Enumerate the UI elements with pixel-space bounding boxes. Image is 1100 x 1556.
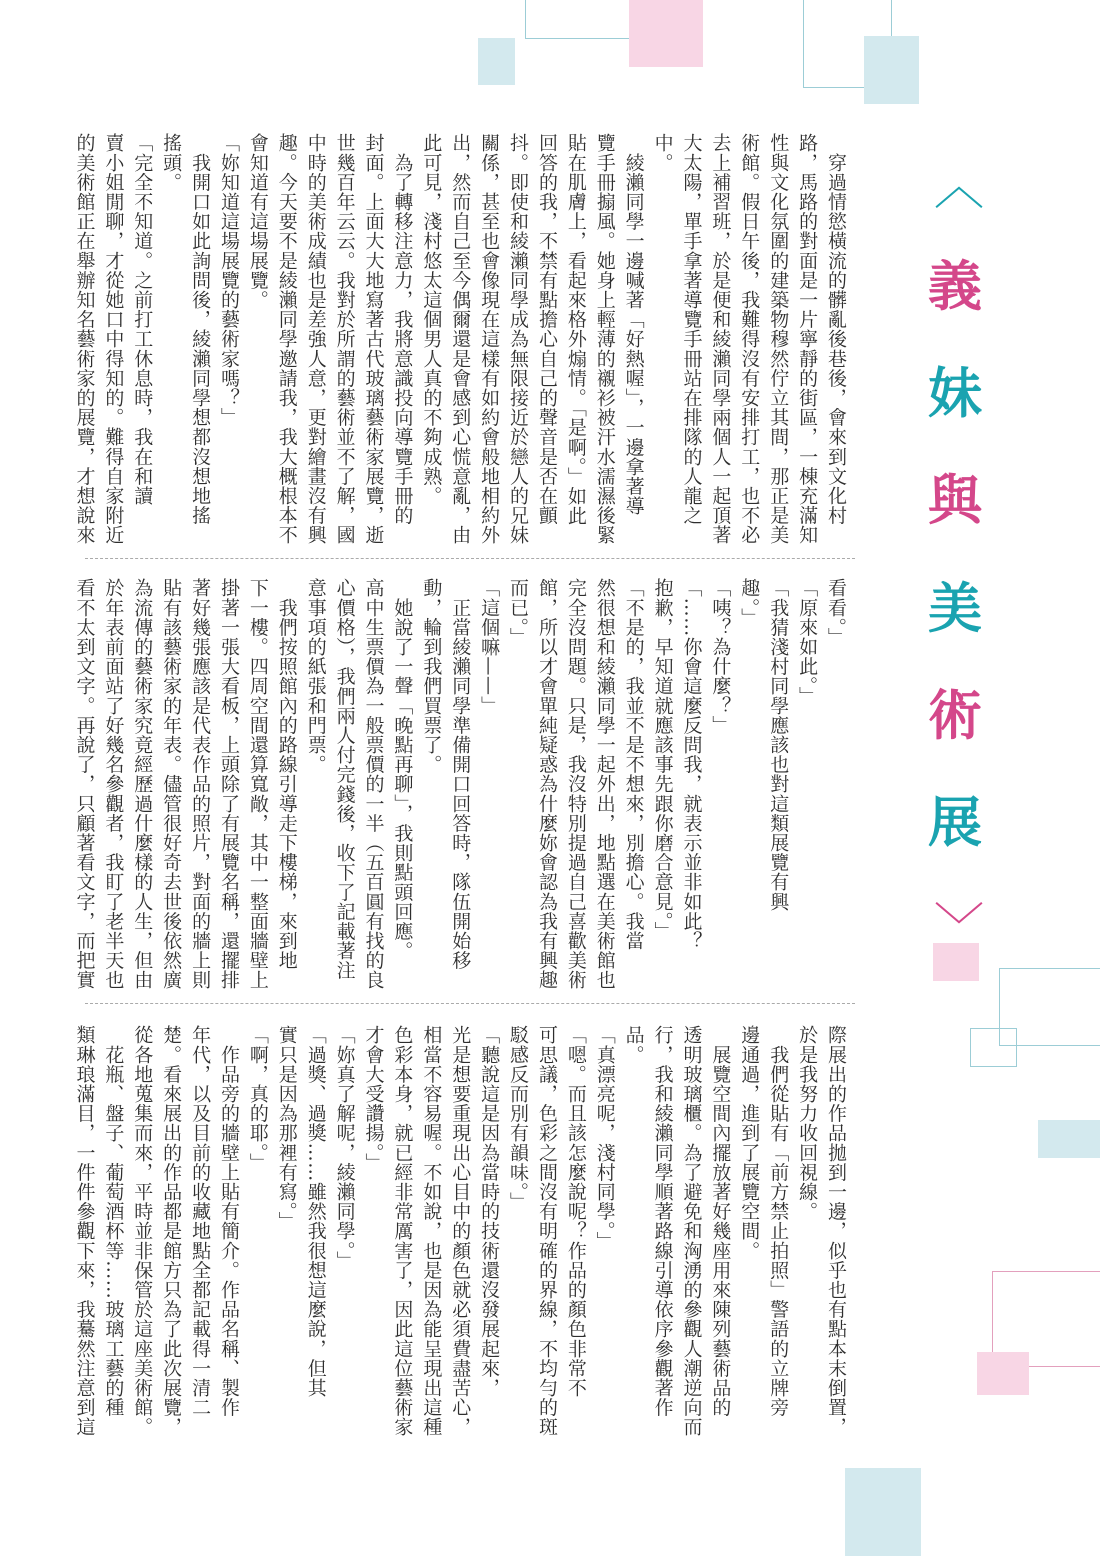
text-column: 覽手冊搧風。她身上輕薄的襯衫被汗水濡濕後緊 bbox=[593, 133, 616, 545]
text-column: 抖。即使和綾瀨同學成為無限接近於戀人的兄妹 bbox=[507, 133, 530, 545]
decorative-square bbox=[1038, 1120, 1100, 1158]
chapter-title bbox=[925, 160, 985, 950]
text-column: 賣小姐閒聊，才從她口中得知的。難得自家附近 bbox=[102, 133, 125, 545]
text-column: 「不是的，我並不是不想來，別擔心。我當 bbox=[622, 578, 645, 951]
decorative-square bbox=[629, 0, 703, 67]
text-column: 相當不容易喔。不如說，也是因為能呈現出這種 bbox=[420, 1025, 443, 1437]
text-column: 貼有該藝術家的年表。儘管很好奇去世後依然廣 bbox=[160, 578, 183, 990]
text-column: 「我猜淺村同學應該也對這類展覽有興 bbox=[767, 578, 790, 912]
text-column: 中時的美術成績也是差強人意，更對繪畫沒有興 bbox=[304, 133, 327, 545]
decorative-square bbox=[977, 1352, 1029, 1395]
text-column: 此可見，淺村悠太這個男人真的不夠成熟。 bbox=[420, 133, 443, 506]
text-column: 楚。看來展出的作品都是館方只為了此次展覽， bbox=[160, 1025, 183, 1437]
text-column: 作品旁的牆壁上貼有簡介。作品名稱、製作 bbox=[217, 1025, 240, 1417]
text-column: 「聽說這是因為當時的技術還沒發展起來， bbox=[478, 1025, 501, 1398]
text-column: 展覽空間內擺放著好幾座用來陳列藝術品的 bbox=[709, 1025, 732, 1417]
text-column: 路，馬路的對面是一片寧靜的街區，一棟充滿知 bbox=[796, 133, 819, 545]
dashed-divider bbox=[85, 558, 855, 559]
text-column: 大太陽，單手拿著導覽手冊站在排隊的人龍之 bbox=[680, 133, 703, 525]
text-column: 「……你會這麼反問我，就表示並非如此？ bbox=[680, 578, 703, 951]
text-column: 駁感反而別有韻味。」 bbox=[507, 1025, 530, 1212]
text-column: 封面。上面大大地寫著古代玻璃藝術家展覽，逝 bbox=[362, 133, 385, 545]
title-char: 術 bbox=[928, 683, 982, 747]
text-column: 會知道有這場展覽。 bbox=[246, 133, 269, 310]
text-column: 品。 bbox=[622, 1025, 645, 1065]
text-column: 「妳真了解呢，綾瀨同學。」 bbox=[333, 1025, 356, 1271]
text-column: 看看。」 bbox=[825, 578, 847, 647]
text-column: 邊通過，進到了展覽空間。 bbox=[738, 1025, 761, 1261]
text-column: 才會大受讚揚。」 bbox=[362, 1025, 385, 1173]
text-column: 看不太到文字。再說了，只顧著看文字，而把實 bbox=[73, 578, 96, 990]
text-column: 下一樓。四周空間還算寬敞，其中一整面牆壁上 bbox=[246, 578, 269, 990]
text-column: 「原來如此。」 bbox=[796, 578, 819, 706]
text-column: 透明玻璃櫃。為了避免和洶湧的參觀人潮逆向而 bbox=[680, 1025, 703, 1437]
text-column: 從各地蒐集而來，平時並非保管於這座美術館。 bbox=[131, 1025, 154, 1437]
dashed-divider bbox=[85, 1003, 855, 1004]
text-column: 「完全不知道。之前打工休息時，我在和讀 bbox=[131, 133, 154, 506]
text-column: 年代，以及目前的收藏地點全都記載得一清二 bbox=[189, 1025, 212, 1417]
text-column: 意事項的紙張和門票。 bbox=[304, 578, 327, 774]
text-column: 穿過情慾橫流的髒亂後巷後，會來到文化村 bbox=[825, 133, 847, 525]
text-column: 她說了一聲「晚點再聊」，我則點頭回應。 bbox=[391, 578, 414, 961]
text-column: 際展出的作品拋到一邊，似乎也有點本末倒置， bbox=[825, 1025, 847, 1437]
text-column: 貼在肌膚上，看起來格外煽情。「是啊。」如此 bbox=[564, 133, 587, 526]
text-column: 為流傳的藝術家究竟經歷過什麼樣的人生，但由 bbox=[131, 578, 154, 990]
text-block-middle bbox=[68, 578, 850, 988]
text-block-bottom bbox=[68, 1025, 850, 1435]
text-column: 正當綾瀨同學準備開口回答時，隊伍開始移 bbox=[449, 578, 472, 970]
text-column: 抱歉，早知道就應該事先跟你磨合意見。」 bbox=[651, 578, 674, 941]
decorative-square bbox=[478, 38, 515, 85]
text-column: 「這個嘛——」 bbox=[478, 578, 501, 716]
text-column: 我們按照館內的路線引導走下樓梯，來到地 bbox=[275, 578, 298, 970]
text-column: 「真漂亮呢，淺村同學。」 bbox=[593, 1025, 616, 1251]
text-column: 中。 bbox=[651, 133, 674, 173]
text-column: 而已。」 bbox=[507, 578, 530, 647]
text-column: 世幾百年云云。我對於所謂的藝術並不了解，國 bbox=[333, 133, 356, 545]
text-column: 「過獎、過獎……雖然我很想這麼說，但其 bbox=[304, 1025, 327, 1398]
text-column: 心價格），我們兩人付完錢後，收下了記載著注 bbox=[333, 578, 356, 981]
text-column: 於年表前面站了好幾名參觀者，我盯了老半天也 bbox=[102, 578, 125, 990]
title-char: 與 bbox=[928, 469, 982, 533]
title-char: 義 bbox=[928, 255, 982, 319]
title-char: 妹 bbox=[928, 362, 982, 426]
text-column: 的美術館正在舉辦知名藝術家的展覽，才想說來 bbox=[73, 133, 96, 545]
text-block-top bbox=[68, 133, 850, 543]
text-column: 搖頭。 bbox=[160, 133, 183, 192]
text-column: 我開口如此詢問後，綾瀨同學想都沒想地搖 bbox=[189, 133, 212, 525]
text-column: 實只是因為那裡有寫。」 bbox=[275, 1025, 298, 1232]
text-column: 掛著一張大看板，上頭除了有展覽名稱，還擺排 bbox=[217, 578, 240, 990]
text-column: 高中生票價為一般票價的一半（五百圓有找的良 bbox=[362, 578, 385, 990]
text-column: 於是我努力收回視線。 bbox=[796, 1025, 819, 1221]
title-bracket: 〈 bbox=[926, 160, 984, 210]
text-column: 我們從貼有「前方禁止拍照」警語的立牌旁 bbox=[767, 1025, 790, 1417]
text-column: 關係，甚至也會像現在這樣有如約會般地相約外 bbox=[478, 133, 501, 545]
text-column: 館，所以才會單純疑惑為什麼妳會認為我有興趣 bbox=[535, 578, 558, 990]
text-column: 可思議，色彩之間沒有明確的界線，不均勻的斑 bbox=[535, 1025, 558, 1437]
text-column: 「嗯。而且該怎麼說呢？作品的顏色非常不 bbox=[564, 1025, 587, 1398]
decorative-square bbox=[845, 1468, 921, 1556]
text-column: 然很想和綾瀨同學一起外出，地點選在美術館也 bbox=[593, 578, 616, 990]
decorative-frame bbox=[970, 1028, 1017, 1067]
text-column: 完全沒問題。只是，我沒特別提過自己喜歡美術 bbox=[564, 578, 587, 990]
text-column: 去上補習班，於是便和綾瀨同學兩個人一起頂著 bbox=[709, 133, 732, 545]
text-column: 類琳琅滿目，一件件參觀下來，我驀然注意到這 bbox=[73, 1025, 96, 1437]
text-column: 花瓶、盤子、葡萄酒杯等……玻璃工藝的種 bbox=[102, 1025, 125, 1417]
text-column: 色彩本身，就已經非常厲害了，因此這位藝術家 bbox=[391, 1025, 414, 1437]
text-column: 趣。今天要不是綾瀨同學邀請我，我大概根本不 bbox=[275, 133, 298, 545]
text-column: 術館。假日午後，我難得沒有安排打工，也不必 bbox=[738, 133, 761, 545]
text-column: 「啊，真的耶。」 bbox=[246, 1025, 269, 1173]
text-column: 動，輪到我們買票了。 bbox=[420, 578, 443, 774]
text-column: 「咦？為什麼？」 bbox=[709, 578, 732, 735]
text-column: 行，我和綾瀨同學順著路線引導依序參觀著作 bbox=[651, 1025, 674, 1417]
text-column: 回答的我，不禁有點擔心自己的聲音是否在顫 bbox=[535, 133, 558, 525]
text-column: 為了轉移注意力，我將意識投向導覽手冊的 bbox=[391, 133, 414, 525]
text-column: 綾瀨同學一邊喊著「好熱喔」，一邊拿著導 bbox=[622, 133, 645, 516]
decorative-square bbox=[864, 36, 919, 104]
title-char: 美 bbox=[928, 576, 982, 640]
title-bracket: 〉 bbox=[926, 899, 984, 950]
text-column: 著好幾張應該是代表作品的照片，對面的牆上則 bbox=[189, 578, 212, 990]
text-column: 光是想要重現出心目中的顏色就必須費盡苦心， bbox=[449, 1025, 472, 1437]
text-column: 性與文化氛圍的建築物穆然佇立其間，那正是美 bbox=[767, 133, 790, 545]
title-char: 展 bbox=[928, 790, 982, 854]
text-column: 「妳知道這場展覽的藝術家嗎？」 bbox=[217, 133, 240, 427]
text-column: 趣。」 bbox=[738, 578, 761, 628]
text-column: 出，然而自己至今偶爾還是會感到心慌意亂，由 bbox=[449, 133, 472, 545]
